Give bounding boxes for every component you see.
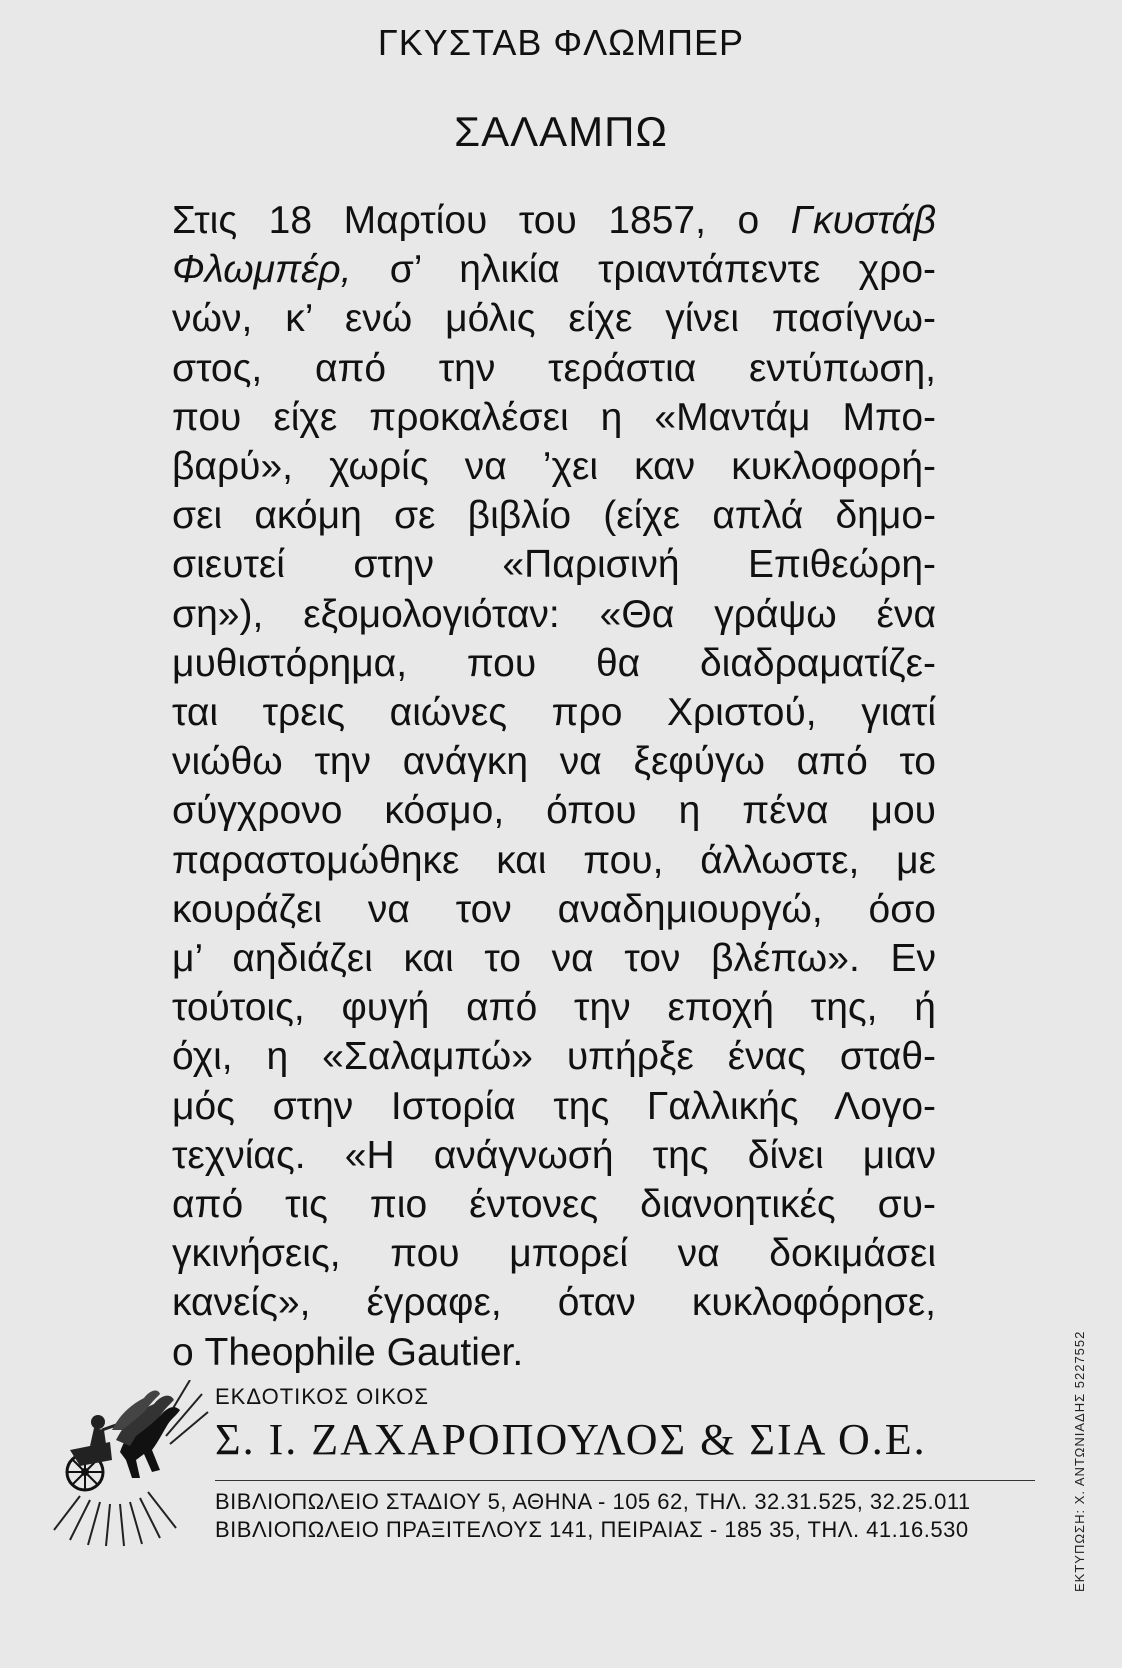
blurb-line: νών, κ’ ενώ μόλις είχε γίνει πασίγνω- [172,297,936,341]
author-name-italic: Γκυστάβ [790,199,936,242]
blurb-line-1 [172,196,936,245]
blurb-line: που είχε προκαλέσει η «Μαντάμ Μπο- [172,395,936,439]
blurb-line-last: ο Theophile Gautier. [172,1330,524,1374]
blurb-line: σύγχρονο κόσμο, όπου η πένα μου [172,789,936,833]
author-name: ΓΚΥΣΤΑΒ ΦΛΩΜΠΕΡ [377,22,745,63]
blurb-line: ται τρεις αιώνες προ Χριστού, γιατί [172,691,936,735]
blurb-line: από τις πιο έντονες διανοητικές συ- [172,1183,936,1227]
blurb-text [172,196,936,1377]
publisher-name: Σ. Ι. ΖΑΧΑΡΟΠΟΥΛΟΣ & ΣΙΑ Ο.Ε. [215,1415,927,1464]
publisher-label: ΕΚΔΟΤΙΚΟΣ ΟΙΚΟΣ [215,1384,429,1409]
publisher-address-athens: ΒΙΒΛΙΟΠΩΛΕΙΟ ΣΤΑΔΙΟΥ 5, ΑΘΗΝΑ - 105 62, ΤΗΛ. 32.31.525, 32.25.011 [215,1489,971,1514]
blurb-line: σει ακόμη σε βιβλίο (είχε απλά δημο- [172,494,936,538]
publisher-block [40,1380,1040,1550]
blurb-line: όχι, η «Σαλαμπώ» υπήρξε ένας σταθ- [172,1035,936,1079]
blurb-line: κανείς», έγραφε, όταν κυκλοφόρησε, [172,1281,936,1325]
blurb-line: μ’ αηδιάζει και το να τον βλέπω». Εν [172,937,936,981]
blurb-line: παραστομώθηκε και που, άλλωστε, με [172,838,936,882]
blurb-line: σιευτεί στην «Παρισινή Επιθεώρη- [172,543,936,587]
blurb-line-1-text: Στις 18 Μαρτίου του 1857, ο [172,199,791,242]
blurb-line: μός στην Ιστορία της Γαλλικής Λογο- [172,1084,936,1128]
blurb-line: νιώθω την ανάγκη να ξεφύγω από το [172,740,936,784]
book-title: ΣΑΛΑΜΠΩ [454,108,668,155]
blurb-line: μυθιστόρημα, που θα διαδραματίζε- [172,641,936,685]
blurb-line: τεχνίας. «Η ανάγνωσή της δίνει μιαν [172,1133,936,1177]
blurb-line-2-text: σ’ ηλικία τριαντάπεντε χρο- [389,248,936,292]
blurb-line: γκινήσεις, που μπορεί να δοκιμάσει [172,1232,936,1276]
blurb-line-2 [172,245,936,294]
blurb-line: κουράζει να τον αναδημιουργώ, όσο [172,887,936,931]
blurb-line: βαρύ», χωρίς να ’χει καν κυκλοφορή- [172,445,936,489]
author-surname-italic: Φλωμπέρ, [172,248,352,292]
blurb-line: ση»), εξομολογιόταν: «Θα γράψω ένα [172,592,936,636]
blurb-line: στος, από την τεράστια εντύπωση, [172,346,936,390]
blurb-line: τούτοις, φυγή από την εποχή της, ή [172,986,936,1030]
publisher-address-piraeus: ΒΙΒΛΙΟΠΩΛΕΙΟ ΠΡΑΞΙΤΕΛΟΥΣ 141, ΠΕΙΡΑΙΑΣ - 185 35, ΤΗΛ. 41.16.530 [215,1517,969,1542]
printer-credit: ΕΚΤΥΠΩΣΗ: Χ. ΑΝΤΩΝΙΑΔΗΣ 5227552 [1072,1330,1087,1592]
divider [215,1480,1035,1481]
chariot-logo-icon [40,1380,210,1550]
